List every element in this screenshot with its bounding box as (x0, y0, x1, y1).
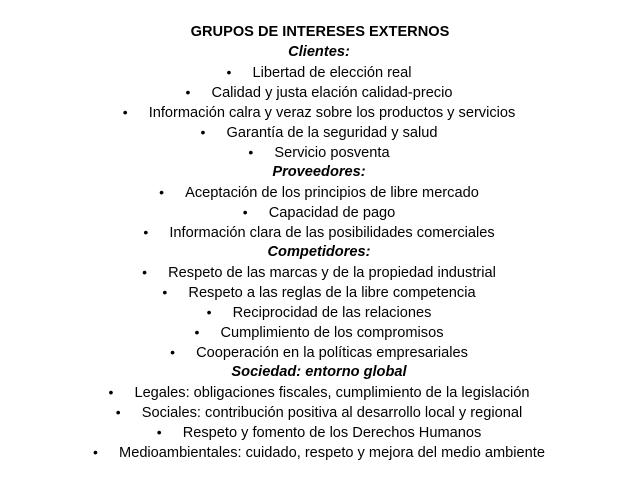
list-item (0, 262, 638, 282)
list-item (0, 102, 638, 122)
section-heading-sociedad: Sociedad: entorno global (231, 364, 407, 380)
list-item-text: Información calra y veraz sobre los productos y servicios (148, 105, 516, 121)
bullet-icon: • (143, 224, 149, 240)
bullet-icon: • (142, 264, 148, 280)
list-item-text: Cooperación en la políticas empresariales (196, 345, 468, 361)
list-item-text: Cumplimiento de los compromisos (220, 325, 444, 341)
section-heading-competidores: Competidores: (267, 244, 371, 260)
list-item (0, 342, 638, 362)
bullet-icon: • (242, 204, 248, 220)
bullet-icon: • (93, 444, 98, 460)
list-item-text: Reciprocidad de las relaciones (232, 305, 432, 321)
slide-title: GRUPOS DE INTERESES EXTERNOS (190, 24, 450, 40)
list-item-text: Calidad y justa elación calidad-precio (211, 85, 453, 101)
list-item (0, 142, 638, 162)
bullet-icon: • (200, 124, 206, 140)
list-item (0, 182, 638, 202)
section-heading-proveedores: Proveedores: (272, 164, 366, 180)
bullet-icon: • (162, 284, 168, 300)
list-item-text: Servicio posventa (274, 145, 390, 161)
list-item (0, 62, 638, 82)
list-item-text: Libertad de elección real (252, 65, 412, 81)
list-item-text: Información clara de las posibilidades comerciales (169, 225, 495, 241)
section-heading-clientes: Clientes: (288, 44, 350, 60)
list-item-text: Medioambientales: cuidado, respeto y mejora del medio ambiente (119, 445, 545, 461)
list-item-text: Respeto y fomento de los Derechos Humanos (182, 425, 482, 441)
list-item-text: Sociales: contribución positiva al desarrollo local y regional (141, 405, 523, 421)
list-item (0, 382, 638, 402)
list-item (0, 282, 638, 302)
bullet-icon: • (156, 424, 162, 440)
list-item (0, 202, 638, 222)
bullet-icon: • (206, 304, 212, 320)
bullet-icon: • (122, 104, 128, 120)
bullet-icon: • (159, 184, 165, 200)
bullet-icon: • (194, 324, 200, 340)
bullet-icon: • (108, 384, 114, 400)
list-item (0, 402, 638, 422)
list-item (0, 422, 638, 442)
list-item (0, 302, 638, 322)
list-item (0, 322, 638, 342)
list-item (0, 122, 638, 142)
list-item-text: Aceptación de los principios de libre mercado (185, 185, 479, 201)
list-item-text: Legales: obligaciones fiscales, cumplimiento de la legislación (134, 385, 530, 401)
list-item-text: Capacidad de pago (268, 205, 396, 221)
list-item (0, 442, 638, 462)
list-item (0, 82, 638, 102)
bullet-icon: • (226, 64, 232, 80)
bullet-icon: • (185, 84, 191, 100)
list-item-text: Garantía de la seguridad y salud (226, 125, 438, 141)
bullet-icon: • (115, 404, 121, 420)
list-item-text: Respeto de las marcas y de la propiedad industrial (168, 265, 496, 281)
list-item-text: Respeto a las reglas de la libre competencia (188, 285, 476, 301)
list-item (0, 222, 638, 242)
bullet-icon: • (170, 344, 176, 360)
bullet-icon: • (248, 144, 254, 160)
